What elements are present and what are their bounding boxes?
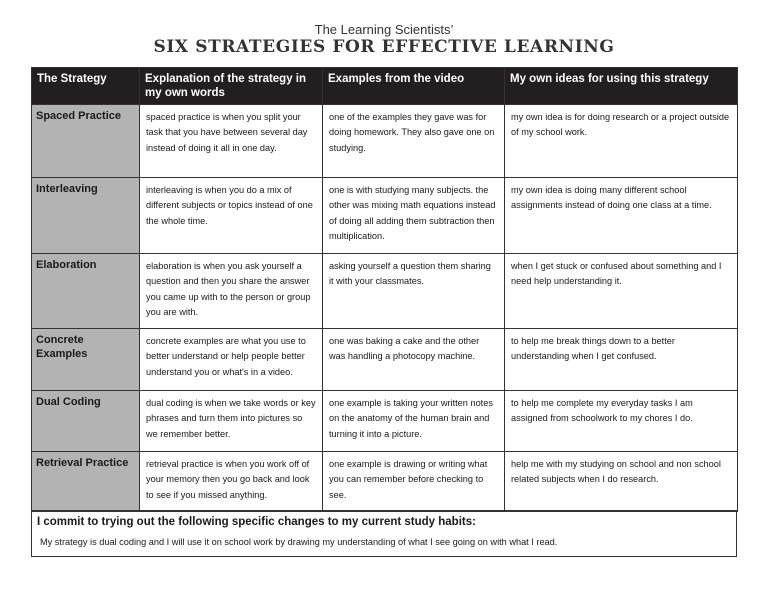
- table-row: [32, 254, 738, 329]
- explanation-cell[interactable]: dual coding is when we take words or key phrases and turn them into pictures so we remember better.: [140, 391, 323, 452]
- examples-cell[interactable]: one example is taking your written notes on the anatomy of the human brain and turning it into a picture.: [323, 391, 505, 452]
- examples-cell[interactable]: one is with studying many subjects. the other was mixing math equations instead of doing all adding them subtraction then multiplication.: [323, 178, 505, 254]
- commitment-text[interactable]: My strategy is dual coding and I will use it on school work by drawing my understanding of what I see going on with what I read.: [40, 537, 558, 547]
- header-title: SIX STRATEGIES FOR EFFECTIVE LEARNING: [153, 37, 615, 57]
- column-header-strategy: The Strategy: [32, 68, 140, 105]
- table-row: [32, 178, 738, 254]
- strategy-name: Spaced Practice: [32, 105, 140, 178]
- table-row: [32, 391, 738, 452]
- commitment-title: I commit to trying out the following specific changes to my current study habits:: [37, 516, 476, 528]
- column-header-examples: Examples from the video: [323, 68, 505, 105]
- ideas-cell[interactable]: my own idea is for doing research or a project outside of my school work.: [505, 105, 738, 178]
- examples-cell[interactable]: asking yourself a question them sharing it with your classmates.: [323, 254, 505, 329]
- examples-cell[interactable]: one example is drawing or writing what you can remember before checking to see.: [323, 452, 505, 512]
- strategy-name: Retrieval Practice: [32, 452, 140, 512]
- table-row: [32, 105, 738, 178]
- ideas-cell[interactable]: to help me break things down to a better understanding when I get confused.: [505, 329, 738, 391]
- column-header-ideas: My own ideas for using this strategy: [505, 68, 738, 105]
- strategy-name: Concrete Examples: [32, 329, 140, 391]
- explanation-cell[interactable]: retrieval practice is when you work off of your memory then you go back and look to see if you missed anything.: [140, 452, 323, 512]
- explanation-cell[interactable]: interleaving is when you do a mix of different subjects or topics instead of one the whole time.: [140, 178, 323, 254]
- header-subtitle: The Learning Scientists’: [314, 22, 454, 37]
- worksheet-header: [0, 22, 768, 57]
- explanation-cell[interactable]: concrete examples are what you use to better understand or help people better understand you or what's in a video.: [140, 329, 323, 391]
- strategy-name: Dual Coding: [32, 391, 140, 452]
- strategy-name: Elaboration: [32, 254, 140, 329]
- explanation-cell[interactable]: spaced practice is when you split your task that you have between several day instead of doing it all in one day.: [140, 105, 323, 178]
- ideas-cell[interactable]: to help me complete my everyday tasks I am assigned from schoolwork to my chores I do.: [505, 391, 738, 452]
- ideas-cell[interactable]: when I get stuck or confused about something and I need help understanding it.: [505, 254, 738, 329]
- commitment-box: [31, 510, 737, 557]
- examples-cell[interactable]: one of the examples they gave was for doing homework. They also gave one on studying.: [323, 105, 505, 178]
- examples-cell[interactable]: one was baking a cake and the other was handling a photocopy machine.: [323, 329, 505, 391]
- table-row: [32, 452, 738, 512]
- strategies-table: [31, 67, 738, 512]
- explanation-cell[interactable]: elaboration is when you ask yourself a question and then you share the answer you came up with to the person or group you are with.: [140, 254, 323, 329]
- ideas-cell[interactable]: my own idea is doing many different school assignments instead of doing one class at a time.: [505, 178, 738, 254]
- table-header-row: [32, 68, 738, 105]
- table-row: [32, 329, 738, 391]
- column-header-explanation: Explanation of the strategy in my own words: [140, 68, 323, 105]
- ideas-cell[interactable]: help me with my studying on school and non school related subjects when I do research.: [505, 452, 738, 512]
- strategy-name: Interleaving: [32, 178, 140, 254]
